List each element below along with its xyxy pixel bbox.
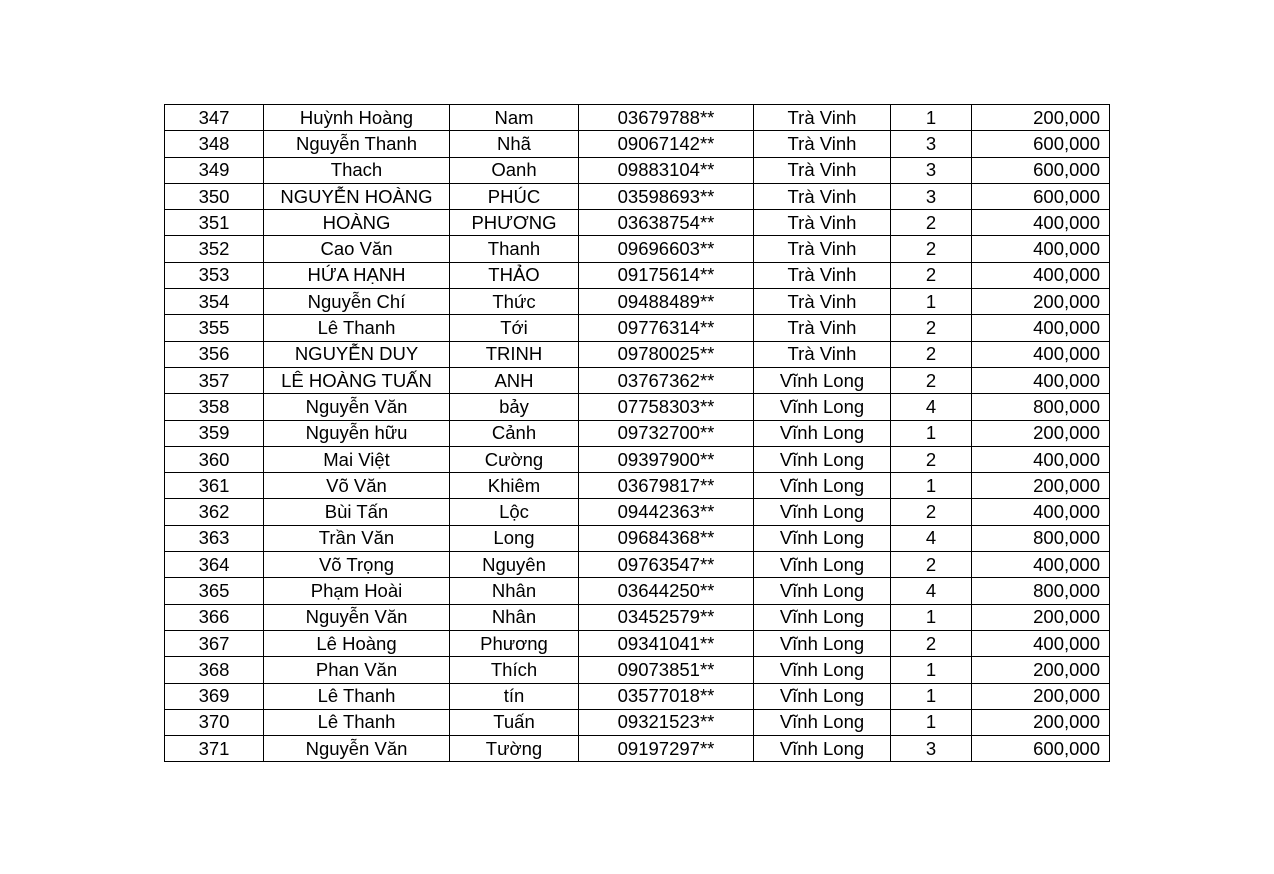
- cell-province: Vĩnh Long: [754, 499, 891, 525]
- cell-phone: 09073851**: [579, 657, 754, 683]
- cell-province: Vĩnh Long: [754, 578, 891, 604]
- cell-first-name: Thích: [450, 657, 579, 683]
- cell-index: 356: [165, 341, 264, 367]
- cell-phone: 03767362**: [579, 367, 754, 393]
- cell-province: Vĩnh Long: [754, 420, 891, 446]
- cell-last-name: Nguyễn Văn: [264, 604, 450, 630]
- cell-province: Vĩnh Long: [754, 604, 891, 630]
- cell-last-name: Nguyễn hữu: [264, 420, 450, 446]
- cell-phone: 03598693**: [579, 183, 754, 209]
- cell-phone: 09763547**: [579, 552, 754, 578]
- cell-province: Trà Vinh: [754, 341, 891, 367]
- cell-last-name: Nguyễn Văn: [264, 736, 450, 762]
- cell-last-name: Phạm Hoài: [264, 578, 450, 604]
- cell-province: Trà Vinh: [754, 289, 891, 315]
- cell-amount: 200,000: [972, 473, 1110, 499]
- cell-first-name: Phương: [450, 630, 579, 656]
- cell-first-name: bảy: [450, 394, 579, 420]
- table-row: [165, 552, 1110, 578]
- cell-last-name: Thach: [264, 157, 450, 183]
- cell-last-name: HỨA HẠNH: [264, 262, 450, 288]
- table-row: [165, 131, 1110, 157]
- cell-first-name: PHƯƠNG: [450, 210, 579, 236]
- cell-index: 364: [165, 552, 264, 578]
- cell-amount: 200,000: [972, 289, 1110, 315]
- cell-index: 350: [165, 183, 264, 209]
- table-row: [165, 473, 1110, 499]
- cell-phone: 09197297**: [579, 736, 754, 762]
- table-row: [165, 183, 1110, 209]
- cell-quantity: 3: [891, 183, 972, 209]
- table-row: [165, 236, 1110, 262]
- table-row: [165, 604, 1110, 630]
- cell-first-name: Nhã: [450, 131, 579, 157]
- cell-index: 347: [165, 105, 264, 131]
- cell-quantity: 1: [891, 289, 972, 315]
- cell-last-name: LÊ HOÀNG TUẤN: [264, 367, 450, 393]
- cell-index: 359: [165, 420, 264, 446]
- cell-last-name: Trần Văn: [264, 525, 450, 551]
- cell-index: 370: [165, 709, 264, 735]
- cell-phone: 03679788**: [579, 105, 754, 131]
- cell-quantity: 1: [891, 683, 972, 709]
- cell-quantity: 2: [891, 552, 972, 578]
- cell-quantity: 4: [891, 578, 972, 604]
- cell-phone: 09732700**: [579, 420, 754, 446]
- cell-phone: 09175614**: [579, 262, 754, 288]
- cell-index: 351: [165, 210, 264, 236]
- cell-province: Vĩnh Long: [754, 736, 891, 762]
- cell-first-name: Tuấn: [450, 709, 579, 735]
- cell-index: 361: [165, 473, 264, 499]
- cell-quantity: 2: [891, 210, 972, 236]
- cell-province: Trà Vinh: [754, 183, 891, 209]
- cell-phone: 03452579**: [579, 604, 754, 630]
- cell-index: 371: [165, 736, 264, 762]
- table-row: [165, 499, 1110, 525]
- cell-phone: 09696603**: [579, 236, 754, 262]
- cell-index: 354: [165, 289, 264, 315]
- cell-index: 349: [165, 157, 264, 183]
- cell-index: 352: [165, 236, 264, 262]
- cell-quantity: 3: [891, 157, 972, 183]
- cell-quantity: 1: [891, 473, 972, 499]
- table-row: [165, 394, 1110, 420]
- cell-amount: 200,000: [972, 420, 1110, 446]
- table-row: [165, 709, 1110, 735]
- cell-last-name: Huỳnh Hoàng: [264, 105, 450, 131]
- cell-index: 367: [165, 630, 264, 656]
- cell-amount: 600,000: [972, 736, 1110, 762]
- table-row: [165, 157, 1110, 183]
- cell-quantity: 4: [891, 394, 972, 420]
- cell-amount: 200,000: [972, 709, 1110, 735]
- table-row: [165, 210, 1110, 236]
- cell-amount: 200,000: [972, 657, 1110, 683]
- cell-amount: 400,000: [972, 630, 1110, 656]
- cell-index: 360: [165, 446, 264, 472]
- cell-index: 363: [165, 525, 264, 551]
- cell-last-name: NGUYỄN HOÀNG: [264, 183, 450, 209]
- table-row: [165, 657, 1110, 683]
- cell-province: Trà Vinh: [754, 210, 891, 236]
- cell-quantity: 1: [891, 420, 972, 446]
- table-row: [165, 367, 1110, 393]
- table-row: [165, 525, 1110, 551]
- cell-quantity: 1: [891, 604, 972, 630]
- cell-last-name: Mai Việt: [264, 446, 450, 472]
- cell-province: Trà Vinh: [754, 262, 891, 288]
- cell-amount: 400,000: [972, 499, 1110, 525]
- cell-province: Vĩnh Long: [754, 473, 891, 499]
- cell-last-name: Cao Văn: [264, 236, 450, 262]
- table-row: [165, 420, 1110, 446]
- cell-last-name: Phan Văn: [264, 657, 450, 683]
- cell-province: Trà Vinh: [754, 315, 891, 341]
- cell-first-name: Oanh: [450, 157, 579, 183]
- cell-quantity: 1: [891, 709, 972, 735]
- cell-index: 357: [165, 367, 264, 393]
- table-row: [165, 315, 1110, 341]
- cell-province: Vĩnh Long: [754, 394, 891, 420]
- cell-quantity: 3: [891, 736, 972, 762]
- cell-quantity: 4: [891, 525, 972, 551]
- table-row: [165, 736, 1110, 762]
- cell-first-name: Cường: [450, 446, 579, 472]
- cell-amount: 400,000: [972, 341, 1110, 367]
- cell-first-name: TRINH: [450, 341, 579, 367]
- cell-phone: 07758303**: [579, 394, 754, 420]
- cell-province: Vĩnh Long: [754, 525, 891, 551]
- cell-quantity: 2: [891, 341, 972, 367]
- cell-amount: 600,000: [972, 131, 1110, 157]
- cell-first-name: Thanh: [450, 236, 579, 262]
- cell-province: Vĩnh Long: [754, 367, 891, 393]
- cell-province: Trà Vinh: [754, 157, 891, 183]
- cell-index: 366: [165, 604, 264, 630]
- cell-index: 353: [165, 262, 264, 288]
- cell-phone: 09488489**: [579, 289, 754, 315]
- cell-quantity: 2: [891, 630, 972, 656]
- cell-amount: 400,000: [972, 315, 1110, 341]
- cell-first-name: Lộc: [450, 499, 579, 525]
- cell-province: Vĩnh Long: [754, 552, 891, 578]
- cell-quantity: 2: [891, 262, 972, 288]
- cell-first-name: Nam: [450, 105, 579, 131]
- cell-phone: 09776314**: [579, 315, 754, 341]
- cell-amount: 400,000: [972, 236, 1110, 262]
- cell-first-name: Thức: [450, 289, 579, 315]
- cell-quantity: 2: [891, 315, 972, 341]
- cell-last-name: NGUYỄN DUY: [264, 341, 450, 367]
- table-row: [165, 289, 1110, 315]
- cell-quantity: 2: [891, 446, 972, 472]
- cell-last-name: Võ Văn: [264, 473, 450, 499]
- cell-amount: 800,000: [972, 525, 1110, 551]
- cell-amount: 400,000: [972, 210, 1110, 236]
- cell-index: 358: [165, 394, 264, 420]
- cell-phone: 09397900**: [579, 446, 754, 472]
- cell-index: 365: [165, 578, 264, 604]
- cell-province: Trà Vinh: [754, 105, 891, 131]
- cell-amount: 200,000: [972, 604, 1110, 630]
- cell-last-name: Lê Hoàng: [264, 630, 450, 656]
- table-row: [165, 630, 1110, 656]
- cell-province: Vĩnh Long: [754, 446, 891, 472]
- cell-last-name: Lê Thanh: [264, 683, 450, 709]
- cell-amount: 600,000: [972, 157, 1110, 183]
- cell-first-name: ANH: [450, 367, 579, 393]
- cell-phone: 09321523**: [579, 709, 754, 735]
- cell-last-name: Bùi Tấn: [264, 499, 450, 525]
- cell-first-name: Nguyên: [450, 552, 579, 578]
- cell-first-name: Nhân: [450, 578, 579, 604]
- cell-phone: 09341041**: [579, 630, 754, 656]
- cell-amount: 400,000: [972, 552, 1110, 578]
- cell-index: 355: [165, 315, 264, 341]
- cell-last-name: HOÀNG: [264, 210, 450, 236]
- cell-last-name: Lê Thanh: [264, 315, 450, 341]
- table-body: [165, 105, 1110, 762]
- cell-first-name: Long: [450, 525, 579, 551]
- cell-first-name: Cảnh: [450, 420, 579, 446]
- table-row: [165, 341, 1110, 367]
- table-row: [165, 105, 1110, 131]
- cell-index: 362: [165, 499, 264, 525]
- cell-first-name: Nhân: [450, 604, 579, 630]
- cell-first-name: tín: [450, 683, 579, 709]
- cell-index: 369: [165, 683, 264, 709]
- cell-province: Vĩnh Long: [754, 709, 891, 735]
- cell-first-name: Tới: [450, 315, 579, 341]
- cell-first-name: PHÚC: [450, 183, 579, 209]
- cell-phone: 03644250**: [579, 578, 754, 604]
- cell-last-name: Nguyễn Văn: [264, 394, 450, 420]
- recipient-table: [164, 104, 1110, 762]
- cell-index: 348: [165, 131, 264, 157]
- cell-phone: 09684368**: [579, 525, 754, 551]
- table-row: [165, 683, 1110, 709]
- cell-last-name: Nguyễn Chí: [264, 289, 450, 315]
- cell-province: Trà Vinh: [754, 131, 891, 157]
- cell-province: Vĩnh Long: [754, 630, 891, 656]
- cell-quantity: 2: [891, 367, 972, 393]
- cell-amount: 400,000: [972, 262, 1110, 288]
- cell-amount: 200,000: [972, 683, 1110, 709]
- cell-quantity: 1: [891, 105, 972, 131]
- table-row: [165, 262, 1110, 288]
- cell-phone: 03638754**: [579, 210, 754, 236]
- cell-province: Vĩnh Long: [754, 683, 891, 709]
- cell-amount: 800,000: [972, 578, 1110, 604]
- cell-province: Trà Vinh: [754, 236, 891, 262]
- cell-amount: 800,000: [972, 394, 1110, 420]
- cell-first-name: THẢO: [450, 262, 579, 288]
- cell-amount: 400,000: [972, 446, 1110, 472]
- cell-index: 368: [165, 657, 264, 683]
- table-row: [165, 578, 1110, 604]
- cell-amount: 600,000: [972, 183, 1110, 209]
- cell-phone: 09442363**: [579, 499, 754, 525]
- cell-last-name: Lê Thanh: [264, 709, 450, 735]
- cell-amount: 200,000: [972, 105, 1110, 131]
- cell-quantity: 2: [891, 236, 972, 262]
- cell-phone: 03679817**: [579, 473, 754, 499]
- cell-quantity: 1: [891, 657, 972, 683]
- cell-province: Vĩnh Long: [754, 657, 891, 683]
- cell-phone: 09780025**: [579, 341, 754, 367]
- cell-phone: 03577018**: [579, 683, 754, 709]
- cell-first-name: Khiêm: [450, 473, 579, 499]
- cell-quantity: 2: [891, 499, 972, 525]
- cell-last-name: Võ Trọng: [264, 552, 450, 578]
- cell-phone: 09067142**: [579, 131, 754, 157]
- cell-last-name: Nguyễn Thanh: [264, 131, 450, 157]
- cell-quantity: 3: [891, 131, 972, 157]
- document-page: [164, 104, 1110, 762]
- cell-first-name: Tường: [450, 736, 579, 762]
- table-row: [165, 446, 1110, 472]
- cell-phone: 09883104**: [579, 157, 754, 183]
- cell-amount: 400,000: [972, 367, 1110, 393]
